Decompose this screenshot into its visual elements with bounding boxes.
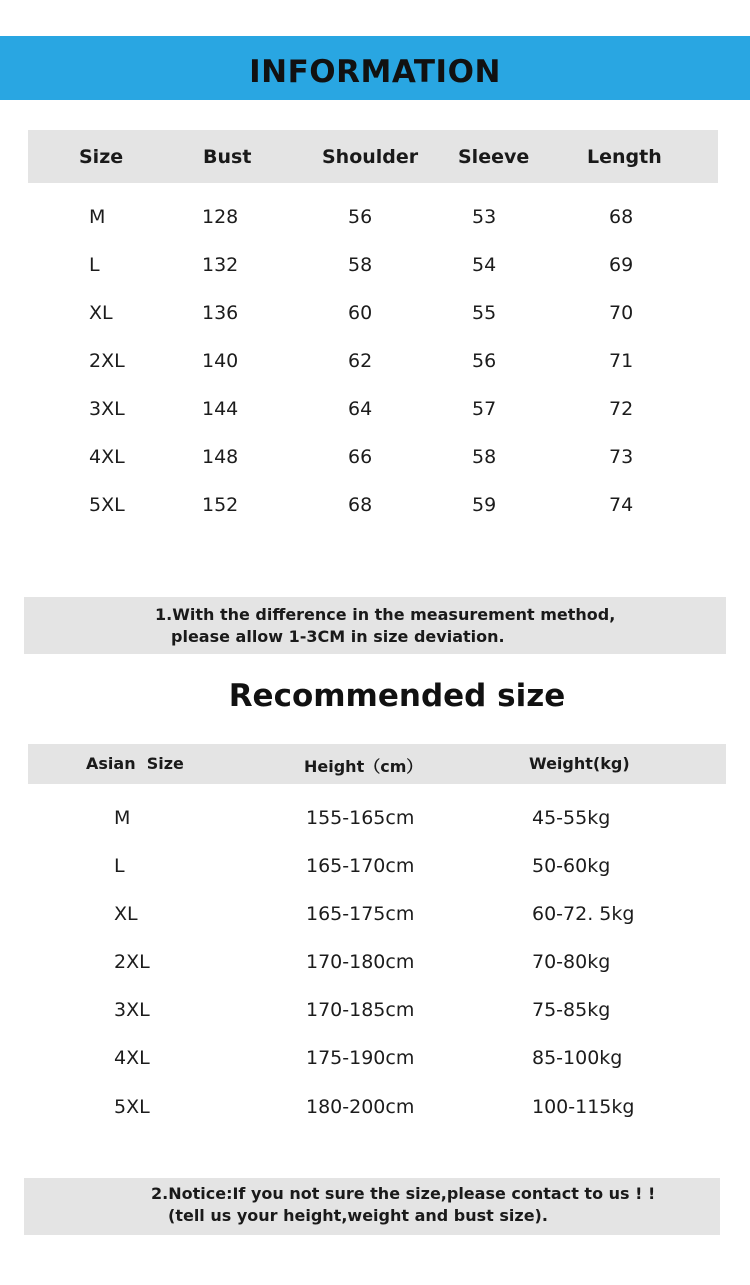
contact-note bbox=[24, 1178, 720, 1235]
table-cell: 140 bbox=[202, 350, 239, 372]
table-cell: 59 bbox=[472, 494, 497, 516]
table-cell: L bbox=[114, 855, 125, 877]
table-cell: 55 bbox=[472, 302, 497, 324]
table-cell: XL bbox=[89, 302, 113, 324]
table-cell: 152 bbox=[202, 494, 239, 516]
table-cell: 68 bbox=[609, 206, 634, 228]
table-cell: 75-85kg bbox=[532, 999, 611, 1021]
table-cell: 74 bbox=[609, 494, 634, 516]
asian-size-header: Asian Size bbox=[86, 754, 184, 773]
table-cell: 58 bbox=[348, 254, 373, 276]
table-cell: 2XL bbox=[89, 350, 125, 372]
banner-title: INFORMATION bbox=[249, 54, 501, 90]
table-cell: 170-185cm bbox=[306, 999, 415, 1021]
measurement-note bbox=[24, 597, 726, 654]
table-cell: 50-60kg bbox=[532, 855, 611, 877]
table-cell: 136 bbox=[202, 302, 239, 324]
info-banner bbox=[0, 36, 750, 100]
table-cell: 2XL bbox=[114, 951, 150, 973]
recommended-title: Recommended size bbox=[228, 678, 566, 714]
table-cell: 5XL bbox=[114, 1096, 150, 1118]
bust-header: Bust bbox=[203, 146, 252, 168]
table-cell: 56 bbox=[348, 206, 373, 228]
table-cell: 144 bbox=[202, 398, 239, 420]
table-cell: 64 bbox=[348, 398, 373, 420]
shoulder-header: Shoulder bbox=[322, 146, 419, 168]
table-cell: 155-165cm bbox=[306, 807, 415, 829]
table-cell: 3XL bbox=[89, 398, 125, 420]
table-cell: 60-72. 5kg bbox=[532, 903, 635, 925]
table-cell: 5XL bbox=[89, 494, 125, 516]
table-cell: 4XL bbox=[114, 1047, 150, 1069]
table-cell: 68 bbox=[348, 494, 373, 516]
sleeve-header: Sleeve bbox=[458, 146, 530, 168]
table-cell: 180-200cm bbox=[306, 1096, 415, 1118]
table-cell: XL bbox=[114, 903, 138, 925]
table-cell: 128 bbox=[202, 206, 239, 228]
table-cell: 45-55kg bbox=[532, 807, 611, 829]
weight-header: Weight(kg) bbox=[529, 754, 630, 773]
height-header: Height（cm） bbox=[304, 757, 423, 776]
table-cell: M bbox=[89, 206, 106, 228]
table-cell: 148 bbox=[202, 446, 239, 468]
table-cell: 165-175cm bbox=[306, 903, 415, 925]
table-cell: 60 bbox=[348, 302, 373, 324]
table-cell: 3XL bbox=[114, 999, 150, 1021]
table-cell: 85-100kg bbox=[532, 1047, 623, 1069]
table-cell: 132 bbox=[202, 254, 239, 276]
table-cell: 56 bbox=[472, 350, 497, 372]
table-cell: 66 bbox=[348, 446, 373, 468]
table-cell: 73 bbox=[609, 446, 634, 468]
table-cell: 58 bbox=[472, 446, 497, 468]
length-header: Length bbox=[587, 146, 662, 168]
note-line-1: 2.Notice:If you not sure the size,please contact to us ! ! bbox=[151, 1184, 656, 1203]
table-cell: 175-190cm bbox=[306, 1047, 415, 1069]
table-cell: 170-180cm bbox=[306, 951, 415, 973]
table-cell: M bbox=[114, 807, 131, 829]
table-cell: 71 bbox=[609, 350, 634, 372]
size-header: Size bbox=[79, 146, 124, 168]
table-cell: 70 bbox=[609, 302, 634, 324]
table-cell: 53 bbox=[472, 206, 497, 228]
table-cell: 57 bbox=[472, 398, 497, 420]
table-cell: 62 bbox=[348, 350, 373, 372]
note-line-2: (tell us your height,weight and bust size). bbox=[168, 1206, 548, 1225]
table-cell: 72 bbox=[609, 398, 634, 420]
table-cell: 54 bbox=[472, 254, 497, 276]
table-cell: 70-80kg bbox=[532, 951, 611, 973]
table-cell: 165-170cm bbox=[306, 855, 415, 877]
table-cell: L bbox=[89, 254, 100, 276]
note-line-2: please allow 1-3CM in size deviation. bbox=[171, 627, 505, 646]
table-cell: 4XL bbox=[89, 446, 125, 468]
table-cell: 69 bbox=[609, 254, 634, 276]
table-cell: 100-115kg bbox=[532, 1096, 635, 1118]
note-line-1: 1.With the difference in the measurement method, bbox=[155, 605, 616, 624]
